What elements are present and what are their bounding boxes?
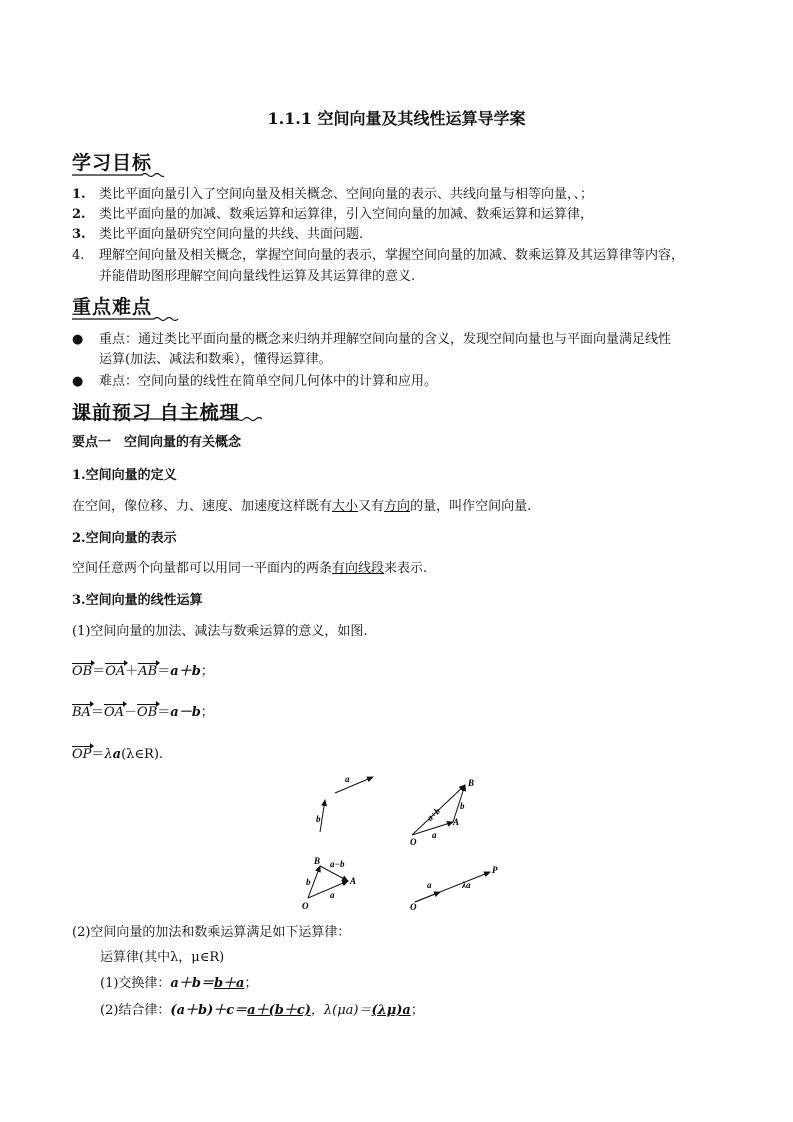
label-a: a: [345, 774, 350, 784]
goal-item-1: 1. 类比平面向量引入了空间向量及相关概念、空间向量的表示、共线向量与相等向量，、；: [72, 187, 594, 202]
formula-scalar: OP＝λa(λ∈R).: [72, 747, 164, 762]
laws-intro: (2)空间向量的加法和数乘运算满足如下运算律：: [72, 925, 351, 940]
label-O: O: [410, 837, 417, 847]
heading-underline: [72, 316, 182, 322]
goal-item-3: 3. 类比平面向量研究空间向量的共线、共面问题.: [72, 227, 364, 242]
definition-text: 在空间，像位移、力、速度、加速度这样既有大小又有方向的量，叫作空间向量.: [72, 499, 532, 514]
label-b: b: [306, 877, 311, 887]
subtraction-vector-a: [308, 881, 348, 898]
label-O: O: [302, 901, 309, 911]
keypoint-difficult: ● 难点：空间向量的线性在简单空间几何体中的计算和应用。: [72, 374, 438, 389]
label-a: a: [432, 830, 437, 840]
vector-b-arrow: [320, 800, 325, 832]
label-a: a: [427, 880, 432, 890]
label-A: A: [453, 817, 460, 827]
keypoint-important: ● 重点：通过类比平面向量的概念来归纳并理解空间向量的含义，发现空间向量也与平面向量满足线性: [72, 332, 672, 347]
laws-header: 运算律(其中λ，μ∈R): [100, 950, 225, 965]
label-b: b: [316, 814, 321, 824]
bullet-icon: ●: [72, 332, 84, 347]
linear-ops-heading: 3.空间向量的线性运算: [72, 593, 203, 608]
keypoint-important-cont: 运算(加法、减法和数乘），懂得运算律。: [99, 352, 332, 367]
section-heading-preview: 课前预习 自主梳理: [72, 402, 240, 424]
point-heading: 要点一 空间向量的有关概念: [72, 435, 242, 450]
heading-underline: [72, 416, 267, 422]
label-A: A: [350, 876, 357, 886]
vector-a-arrow: [335, 777, 373, 793]
goal-item-4-cont: 并能借助图形理解空间向量线性运算及其运算律的意义.: [99, 269, 416, 284]
label-a: a: [330, 890, 335, 900]
vector-figure: [290, 768, 520, 913]
bullet-icon: ●: [72, 374, 84, 389]
label-P: P: [492, 865, 498, 875]
representation-text: 空间任意两个向量都可以用同一平面内的两条有向线段来表示.: [72, 561, 428, 576]
label-O: O: [410, 902, 417, 912]
section-heading-goals: 学习目标: [72, 152, 153, 174]
label-B: B: [314, 856, 321, 866]
formula-addition: OB＝OA＋AB＝a＋b；: [72, 664, 214, 679]
linear-ops-intro: (1)空间向量的加法、减法与数乘运算的意义，如图.: [72, 624, 368, 639]
label-a-plus-b: a+b: [424, 805, 442, 823]
page-title: 1.1.1 空间向量及其线性运算导学案: [267, 109, 526, 128]
section-heading-keypoints: 重点难点: [72, 296, 153, 318]
law-commutative: (1)交换律：a＋b＝b＋a；: [100, 976, 258, 991]
heading-underline: [72, 172, 164, 178]
goal-item-2: 2. 类比平面向量的加减、数乘运算和运算律，引入空间向量的加减、数乘运算和运算律，: [72, 207, 594, 222]
label-a-minus-b: a−b: [330, 859, 345, 869]
formula-subtraction: BA＝OA－OB＝a－b；: [72, 705, 214, 720]
scalar-vector-a: [415, 892, 440, 902]
law-associative: (2)结合律：(a＋b)＋c＝a＋(b＋c)，λ(μa)＝(λμ)a；: [100, 1003, 424, 1018]
label-lambda-a: λa: [462, 880, 471, 890]
goal-item-4: 4. 理解空间向量及相关概念，掌握空间向量的表示，掌握空间向量的加减、数乘运算及其运算律等内容，: [72, 248, 685, 263]
label-b: b: [460, 801, 465, 811]
definition-heading: 1.空间向量的定义: [72, 468, 177, 483]
label-B: B: [468, 778, 475, 788]
representation-heading: 2.空间向量的表示: [72, 531, 177, 546]
